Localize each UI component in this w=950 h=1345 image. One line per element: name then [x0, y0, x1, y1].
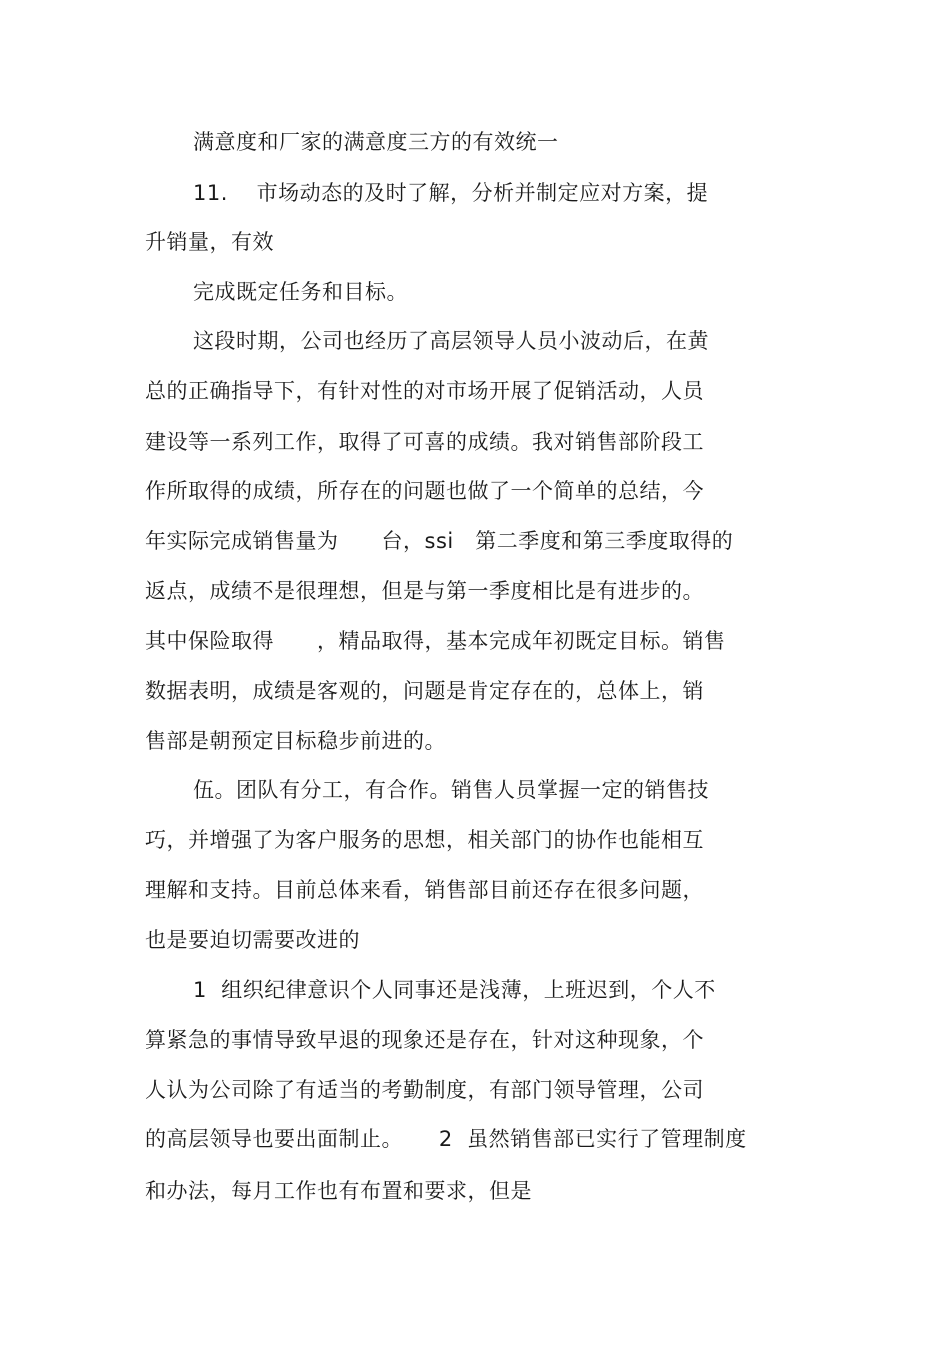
text-line: 11. 市场动态的及时了解，分析并制定应对方案，提 — [193, 181, 709, 205]
text-line: 人认为公司除了有适当的考勤制度，有部门领导管理，公司 — [145, 1078, 704, 1102]
text-line: 和办法，每月工作也有布置和要求，但是 — [145, 1179, 532, 1203]
text-line: 的高层领导也要出面制止。 2 虽然销售部已实行了管理制度 — [145, 1127, 747, 1151]
text-line: 这段时期，公司也经历了高层领导人员小波动后，在黄 — [193, 329, 709, 353]
text-line: 算紧急的事情导致早退的现象还是存在，针对这种现象，个 — [145, 1028, 704, 1052]
text-line: 伍。团队有分工，有合作。销售人员掌握一定的销售技 — [193, 778, 709, 802]
text-line: 理解和支持。目前总体来看，销售部目前还存在很多问题， — [145, 878, 704, 902]
text-line: 巧，并增强了为客户服务的思想，相关部门的协作也能相互 — [145, 828, 704, 852]
text-line: 1 组织纪律意识个人同事还是浅薄，上班迟到，个人不 — [193, 978, 716, 1002]
text-line: 完成既定任务和目标。 — [193, 280, 408, 304]
text-line: 总的正确指导下，有针对性的对市场开展了促销活动，人员 — [145, 379, 704, 403]
text-line: 售部是朝预定目标稳步前进的。 — [145, 729, 446, 753]
text-line: 也是要迫切需要改进的 — [145, 928, 360, 952]
text-line: 满意度和厂家的满意度三方的有效统一 — [193, 130, 559, 154]
text-line: 年实际完成销售量为 台，ssi 第二季度和第三季度取得的 — [145, 529, 734, 553]
text-line: 返点，成绩不是很理想，但是与第一季度相比是有进步的。 — [145, 579, 704, 603]
text-line: 数据表明，成绩是客观的，问题是肯定存在的，总体上，销 — [145, 679, 704, 703]
text-line: 升销量，有效 — [145, 230, 274, 254]
text-line: 建设等一系列工作，取得了可喜的成绩。我对销售部阶段工 — [145, 430, 704, 454]
text-line: 其中保险取得 ，精品取得，基本完成年初既定目标。销售 — [145, 629, 726, 653]
text-line: 作所取得的成绩，所存在的问题也做了一个简单的总结，今 — [145, 479, 704, 503]
